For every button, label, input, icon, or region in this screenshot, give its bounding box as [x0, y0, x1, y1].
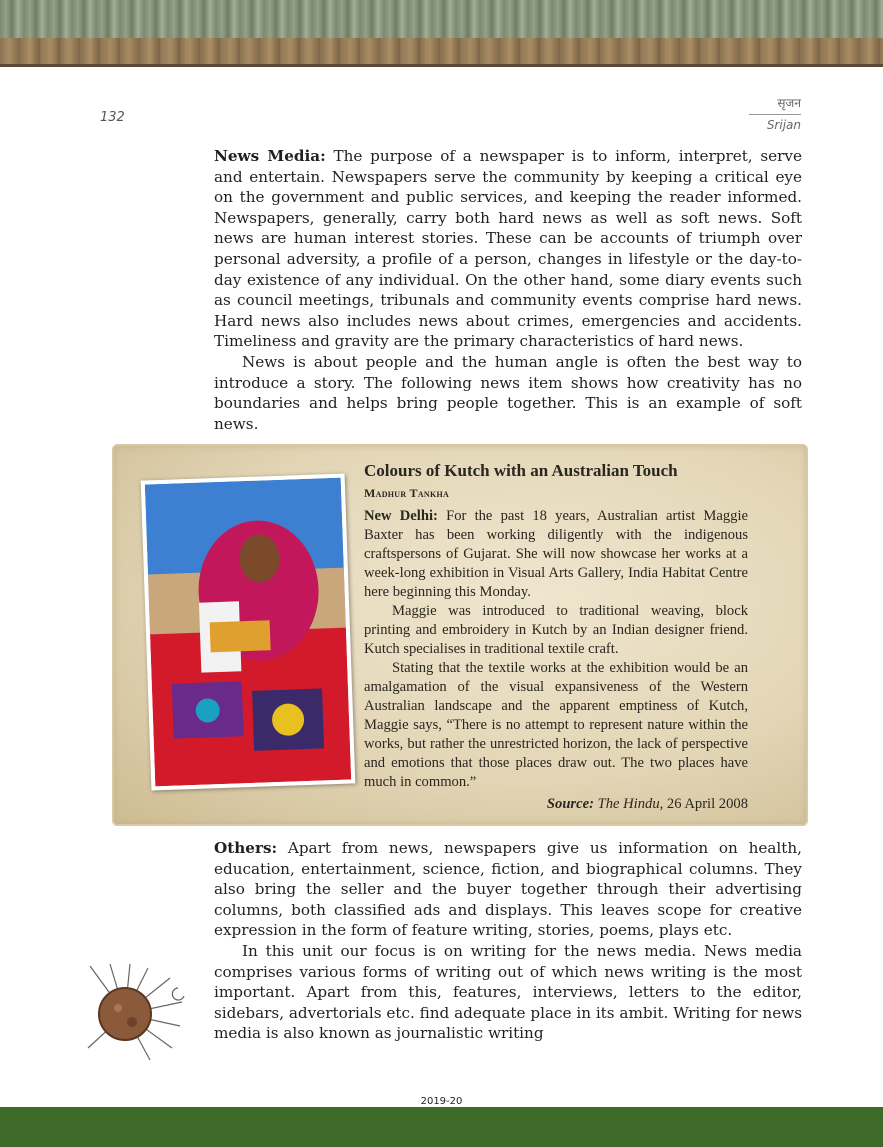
clipping-headline: Colours of Kutch with an Australian Touch: [364, 461, 678, 480]
source-label: Source:: [546, 796, 594, 812]
human-angle-paragraph: News is about people and the human angle is often the best way to introduce a story. The following news item shows how creativity has no boundaries and helps bring people together. This is an example of soft news.: [214, 352, 802, 433]
embroidery-woman-photo: [141, 474, 356, 791]
page-number: 132: [100, 110, 125, 125]
news-media-lead: News Media:: [214, 147, 326, 165]
unit-focus-paragraph: In this unit our focus is on writing for the news media. News media comprises various forms of writing out of which news writing is the most important. Apart from this, features, interviews, letters to the editor, sidebars, advertorials etc. find adequate place in its ambit. Writing for news media is also known as journalistic writing: [214, 941, 802, 1043]
footer-band: [0, 1107, 883, 1147]
source-date: , 26 April 2008: [659, 796, 748, 812]
clipping-dateline: New Delhi:: [364, 508, 438, 524]
footer-year: 2019-20: [420, 1096, 463, 1107]
news-media-paragraph: [214, 146, 802, 352]
sun-arrows-ornament-icon: [80, 964, 190, 1064]
others-body: Apart from news, newspapers give us information on health, education, entertainment, science, fiction, and biographical columns. They also bring the seller and the buyer together through their advertising columns, both classified ads and displays. This leaves scope for creative expression in the form of feature writing, stories, poems, plays etc.: [214, 839, 802, 940]
clipping-paragraph-3: Stating that the textile works at the exhibition would be an amalgamation of the visual expansiveness of the Western Australian landscape and the apparent emptiness of Kutch, Maggie says, “There is no attempt to represent nature within the works, but rather the unrestricted horizon, the lack of perspective and emotions that those places draw out. The two places have much in common.”: [364, 660, 748, 790]
clipping-paragraph-1: [364, 507, 748, 602]
clipping-paragraph-2: Maggie was introduced to traditional weaving, block printing and embroidery in Kutch by an Indian designer friend. Kutch specialises in traditional textile craft.: [364, 603, 748, 657]
source-publication: The Hindu: [597, 796, 660, 812]
clipping-byline: Madhur Tankha: [364, 486, 450, 500]
clipping-paragraph-1-body: For the past 18 years, Australian artist Maggie Baxter has been working diligently with the indigenous craftspersons of Gujarat. She will now showcase her works at a week-long exhibition in Visual Arts Gallery, India Habitat Centre here beginning this Monday.: [364, 508, 748, 600]
news-media-section: [214, 146, 802, 434]
clipping-source: [364, 795, 748, 814]
decorative-header-band: [0, 0, 883, 67]
running-head: [749, 94, 801, 132]
others-paragraph: [214, 838, 802, 941]
running-head-english: Srijan: [766, 118, 801, 132]
clipping-article: [364, 460, 748, 814]
news-media-body: The purpose of a newspaper is to inform, interpret, serve and entertain. Newspapers serve the community by keeping a critical eye on the government and public services, and keeping the reader informed. Newspapers, generally, carry both hard news as well as soft news. Soft news are human interest stories. These can be accounts of triumph over personal adversity, a profile of a person, changes in lifestyle or the day-to-day existence of any individual. On the other hand, some diary events such as council meetings, tribunals and community events comprise hard news. Hard news also includes news about crimes, emergencies and accidents. Timeliness and gravity are the primary characteristics of hard news.: [214, 147, 802, 351]
running-head-rule: [749, 114, 801, 115]
others-lead: Others:: [214, 839, 278, 857]
others-section: [214, 838, 802, 1044]
running-head-hindi: सृजन: [777, 96, 801, 110]
